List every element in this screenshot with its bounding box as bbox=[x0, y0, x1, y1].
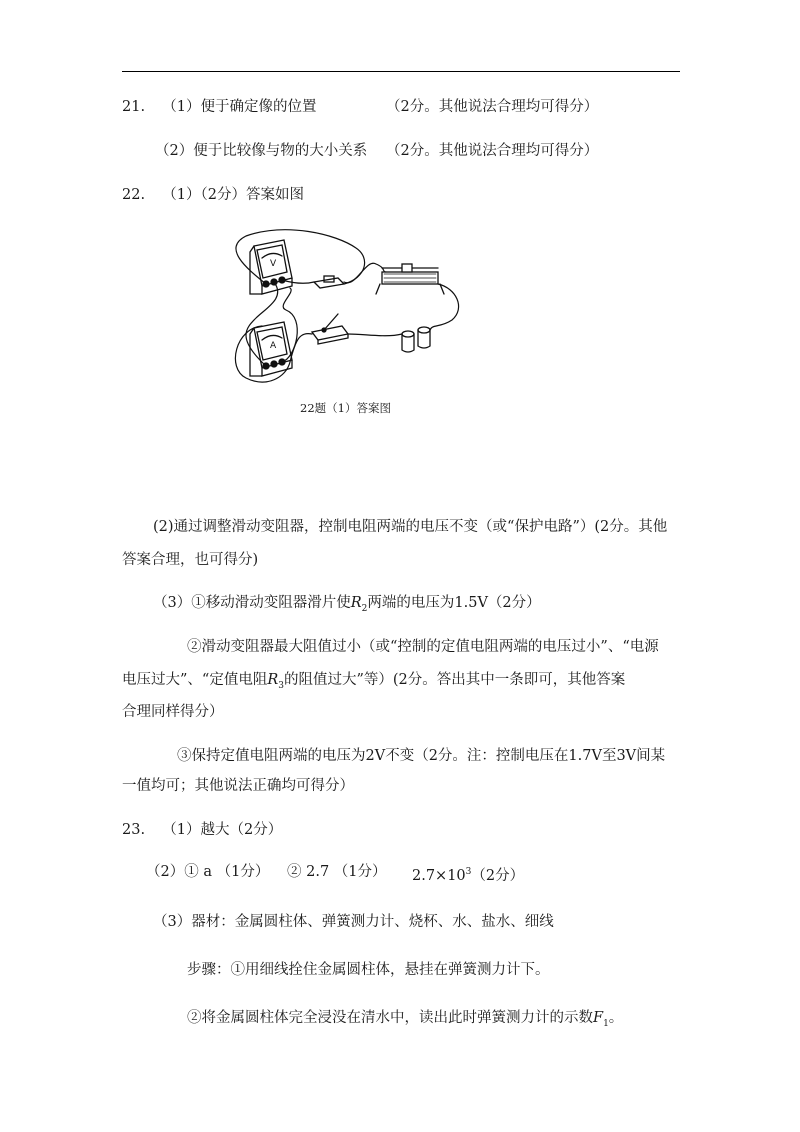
q23-part3-step2-var: F bbox=[593, 1010, 604, 1026]
q22-part3-2-var-sub: 3 bbox=[278, 680, 284, 691]
q22-part3-2-line3: 合理同样得分） bbox=[122, 704, 224, 720]
q22-part2-line2: 答案合理，也可得分) bbox=[122, 552, 259, 568]
q23-part1-text: （1）越大（2分） bbox=[162, 822, 283, 838]
q22-part3-var-sub: 2 bbox=[361, 603, 368, 614]
q22-part3-2-var: R bbox=[267, 672, 279, 688]
resistor-icon bbox=[314, 276, 344, 288]
q22-part3-3-line2: 一值均可；其他说法正确均可得分） bbox=[122, 778, 354, 794]
ammeter-label: A bbox=[270, 341, 277, 351]
q23-part2-c-sup: 3 bbox=[465, 867, 472, 877]
q22-part2-line1: (2)通过调整滑动变阻器，控制电阻两端的电压不变（或“保护电路”）(2分。其他 bbox=[153, 519, 668, 535]
q22-part3-var: R bbox=[350, 595, 362, 611]
q22-part3-2-text-b: 的阻值过大”等）(2分。答出其中一条即可，其他答案 bbox=[283, 672, 626, 688]
q23-part2-a: （2）① a （1分） bbox=[146, 864, 270, 880]
q23-part2-b: ② 2.7 （1分） bbox=[287, 864, 387, 880]
header-rule bbox=[122, 71, 680, 72]
q22-part1 bbox=[122, 185, 304, 205]
q23-part1 bbox=[122, 820, 282, 840]
battery-icon bbox=[402, 327, 430, 352]
q22-part3-2-line2 bbox=[122, 670, 625, 696]
switch-icon bbox=[312, 314, 348, 344]
q22-part3-line1 bbox=[153, 593, 541, 619]
q23-part3-equipment: （3）器材：金属圆柱体、弹簧测力计、烧杯、水、盐水、细线 bbox=[153, 914, 554, 930]
q21-number: 21. bbox=[122, 99, 146, 115]
rheostat-icon bbox=[376, 264, 444, 294]
q23-part2-c-score: （2分） bbox=[471, 867, 525, 884]
q23-part2-c bbox=[412, 862, 524, 886]
circuit-diagram bbox=[226, 228, 466, 398]
q22-part3-text-a: （3）①移动滑动变阻器滑片使 bbox=[153, 595, 351, 611]
q22-part3-3-line1: ③保持定值电阻两端的电压为2V不变（2分。注：控制电压在1.7V至3V间某 bbox=[177, 748, 666, 764]
q23-part2-c-base: 2.7×10 bbox=[412, 867, 466, 884]
q23-part3-step2-sub: 1 bbox=[603, 1018, 609, 1029]
q23-part3-step2 bbox=[187, 1008, 623, 1034]
q21-part2-score: （2分。其他说法合理均可得分） bbox=[386, 143, 599, 159]
q21-part2-text: （2）便于比较像与物的大小关系 bbox=[155, 143, 368, 159]
q21-part1-text: （1）便于确定像的位置 bbox=[162, 99, 317, 115]
voltmeter-label: V bbox=[270, 259, 277, 269]
q21-part1 bbox=[122, 97, 317, 117]
q22-part3-2-text-a: 电压过大”、“定值电阻 bbox=[122, 672, 268, 688]
q23-part3-step1: 步骤：①用细线拴住金属圆柱体，悬挂在弹簧测力计下。 bbox=[187, 962, 550, 978]
q22-part3-text-b: 两端的电压为1.5V（2分） bbox=[367, 595, 541, 611]
q23-part3-step2-text: ②将金属圆柱体完全浸没在清水中，读出此时弹簧测力计的示数 bbox=[187, 1010, 593, 1026]
figure-caption: 22题（1）答案图 bbox=[300, 401, 391, 415]
q22-part3-2-line1: ②滑动变阻器最大阻值过小（或“控制的定值电阻两端的电压过小”、“电源 bbox=[187, 639, 659, 655]
q23-number: 23. bbox=[122, 822, 146, 838]
q22-part1-text: （1）（2分）答案如图 bbox=[162, 187, 304, 203]
q23-part3-step2-end: 。 bbox=[608, 1010, 624, 1026]
q22-number: 22. bbox=[122, 187, 146, 203]
q21-part1-score: （2分。其他说法合理均可得分） bbox=[386, 99, 599, 115]
